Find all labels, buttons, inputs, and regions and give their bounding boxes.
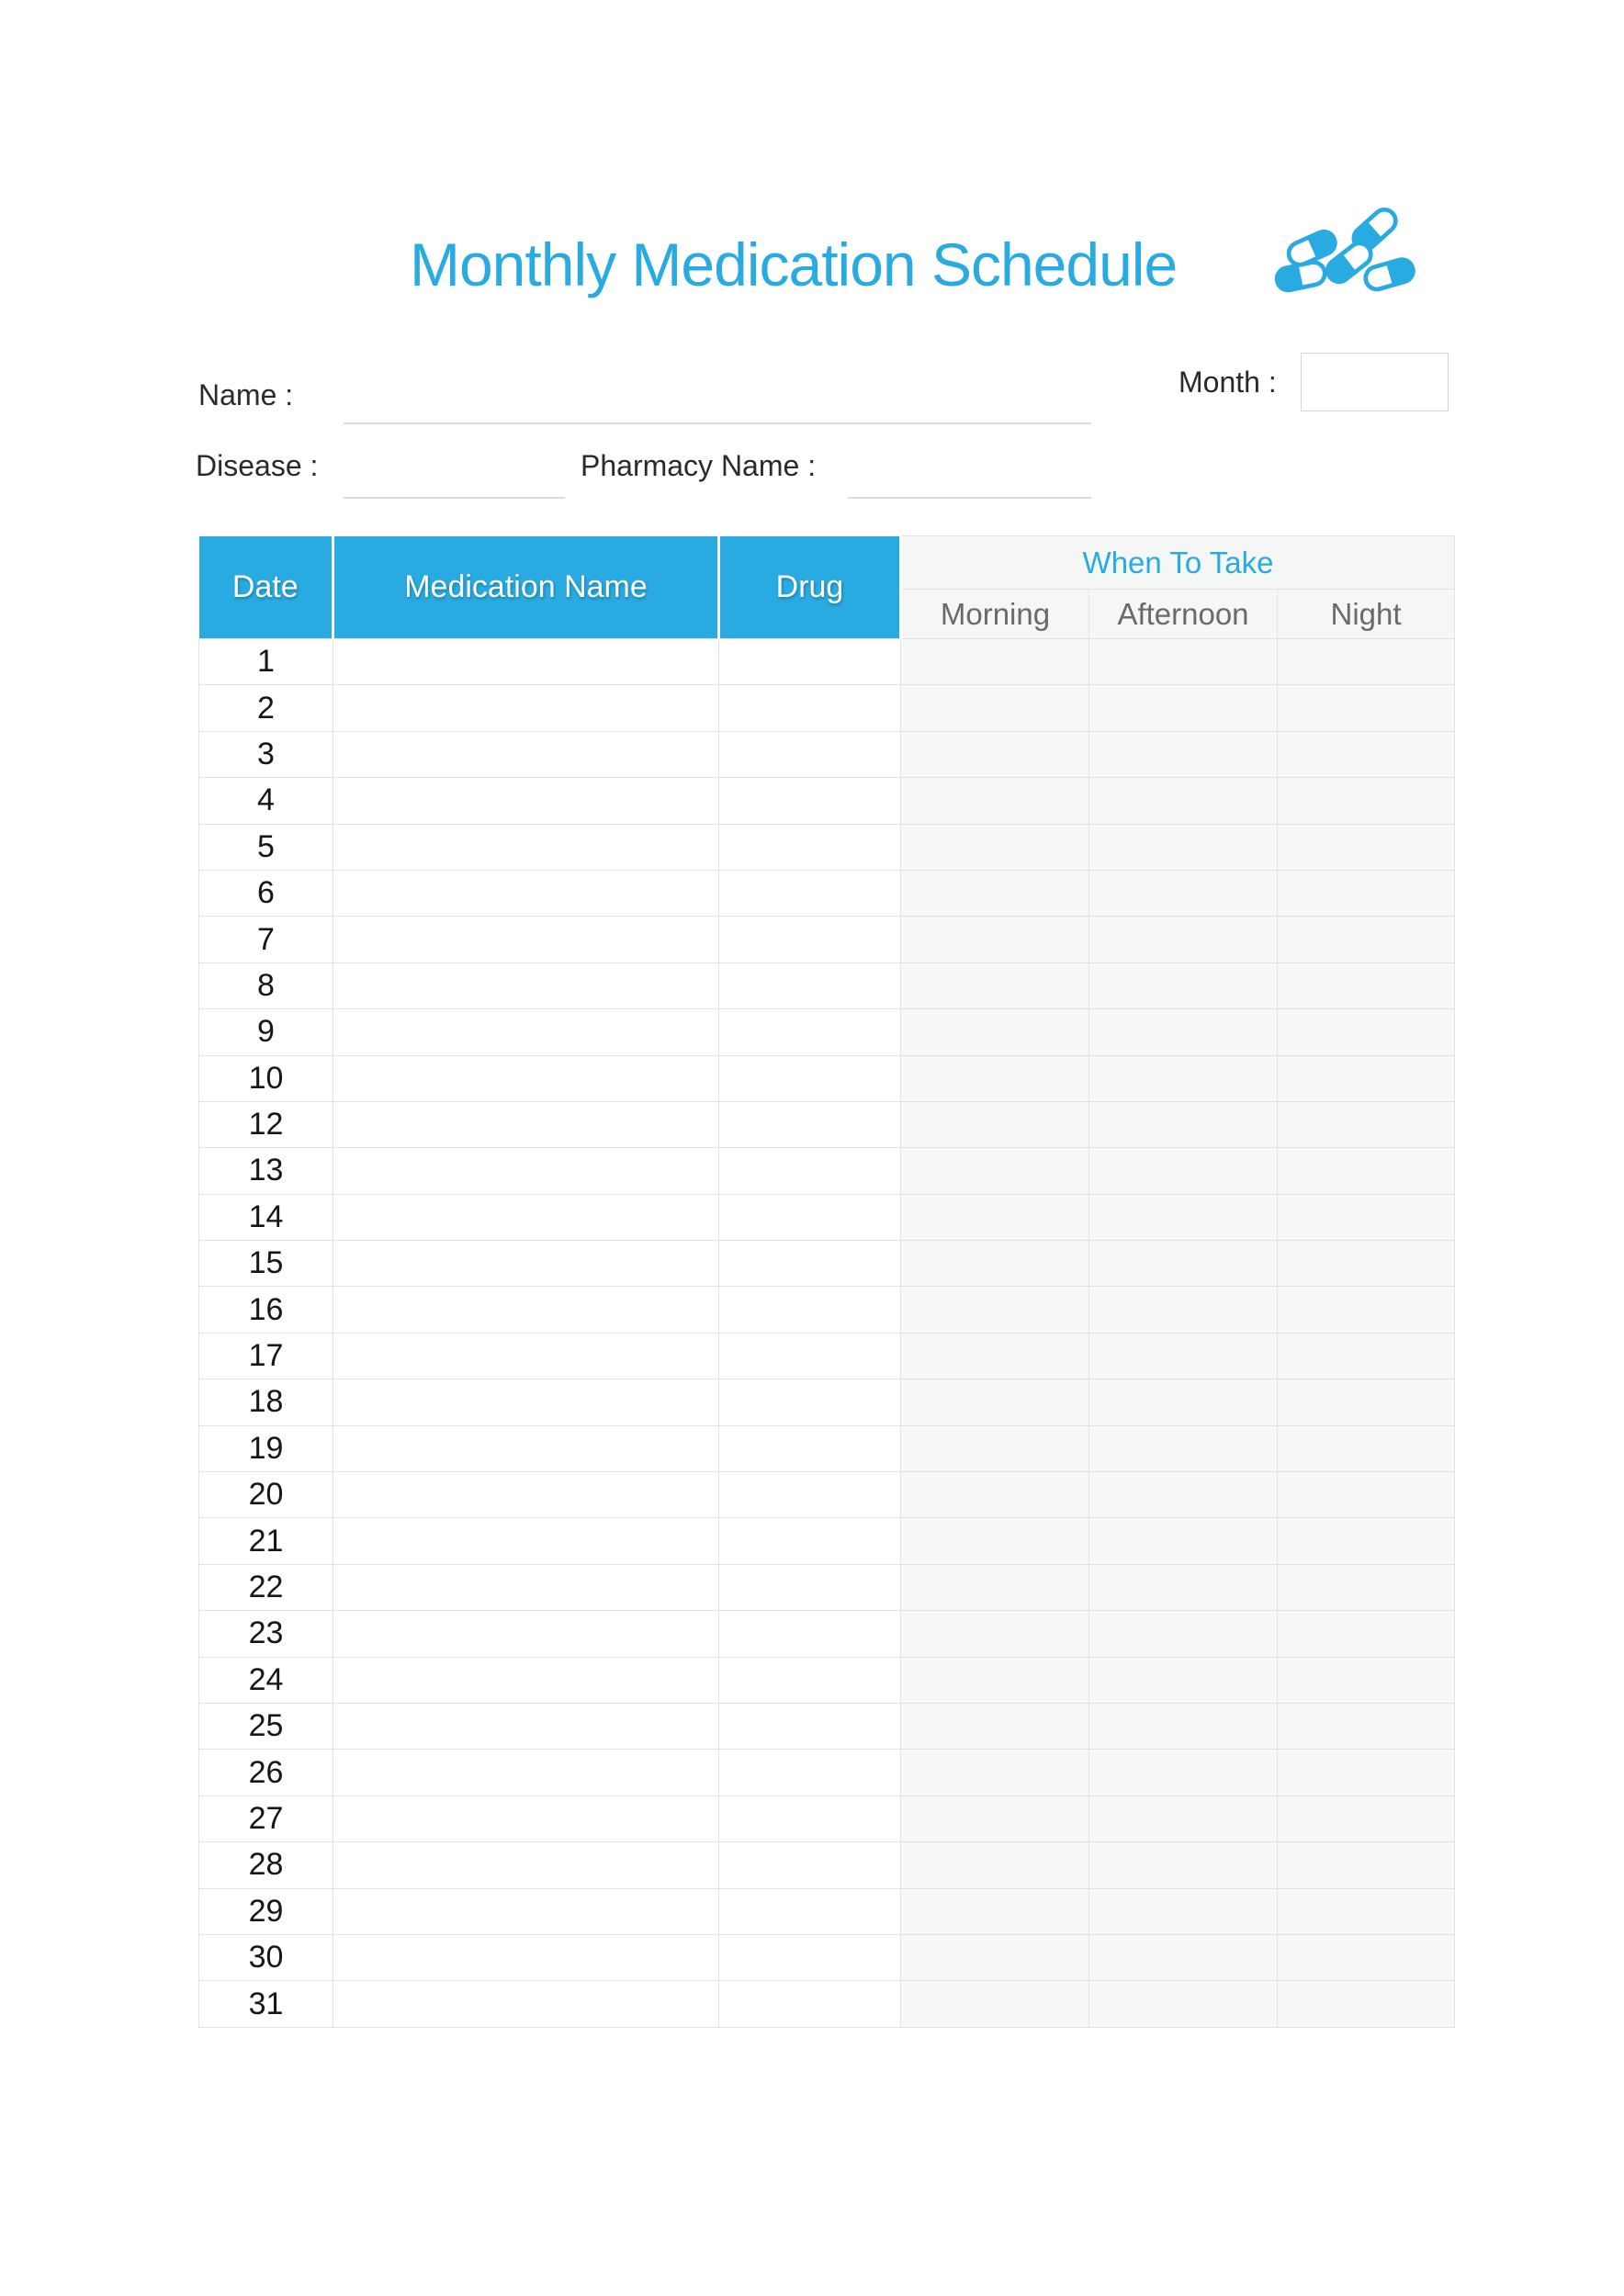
morning-cell[interactable] — [901, 639, 1089, 685]
date-cell: 19 — [199, 1425, 333, 1471]
morning-cell[interactable] — [901, 1611, 1089, 1657]
pills-icon — [1273, 191, 1420, 299]
afternoon-cell[interactable] — [1089, 1333, 1278, 1379]
table-row — [199, 1981, 1455, 2027]
morning-cell[interactable] — [901, 1750, 1089, 1795]
morning-cell[interactable] — [901, 1888, 1089, 1934]
medication-cell[interactable] — [333, 1333, 719, 1379]
night-cell[interactable] — [1278, 962, 1455, 1008]
schedule-table-body — [199, 639, 1455, 2028]
night-cell[interactable] — [1278, 1657, 1455, 1703]
date-cell: 21 — [199, 1518, 333, 1564]
drug-cell[interactable] — [719, 1657, 901, 1703]
night-cell[interactable] — [1278, 1241, 1455, 1287]
afternoon-cell[interactable] — [1089, 731, 1278, 777]
afternoon-cell[interactable] — [1089, 917, 1278, 962]
table-row — [199, 1148, 1455, 1194]
table-row — [199, 731, 1455, 777]
morning-cell[interactable] — [901, 778, 1089, 824]
date-cell: 4 — [199, 778, 333, 824]
afternoon-cell[interactable] — [1089, 1055, 1278, 1101]
drug-cell[interactable] — [719, 1009, 901, 1055]
disease-field[interactable] — [344, 462, 565, 499]
capsule-icon — [1275, 260, 1327, 292]
night-cell[interactable] — [1278, 1472, 1455, 1518]
table-row — [199, 1657, 1455, 1703]
medication-cell[interactable] — [333, 685, 719, 731]
morning-cell[interactable] — [901, 685, 1089, 731]
medication-cell[interactable] — [333, 1287, 719, 1333]
table-header — [199, 536, 1455, 639]
table-row — [199, 1703, 1455, 1749]
medication-cell[interactable] — [333, 962, 719, 1008]
night-cell[interactable] — [1278, 1287, 1455, 1333]
night-cell[interactable] — [1278, 1379, 1455, 1425]
date-cell: 25 — [199, 1703, 333, 1749]
column-header-afternoon: Afternoon — [1089, 590, 1278, 639]
afternoon-cell[interactable] — [1089, 1888, 1278, 1934]
afternoon-cell[interactable] — [1089, 1750, 1278, 1795]
drug-cell[interactable] — [719, 1750, 901, 1795]
drug-cell[interactable] — [719, 1611, 901, 1657]
afternoon-cell[interactable] — [1089, 1425, 1278, 1471]
column-header-date: Date — [199, 536, 333, 639]
drug-cell[interactable] — [719, 639, 901, 685]
medication-cell[interactable] — [333, 824, 719, 870]
drug-cell[interactable] — [719, 1518, 901, 1564]
morning-cell[interactable] — [901, 1333, 1089, 1379]
afternoon-cell[interactable] — [1089, 870, 1278, 916]
column-header-medication-name: Medication Name — [333, 536, 719, 639]
medication-cell[interactable] — [333, 1611, 719, 1657]
medication-cell[interactable] — [333, 731, 719, 777]
afternoon-cell[interactable] — [1089, 639, 1278, 685]
night-cell[interactable] — [1278, 731, 1455, 777]
name-label: Name : — [198, 378, 294, 411]
night-cell[interactable] — [1278, 1333, 1455, 1379]
table-row — [199, 639, 1455, 685]
drug-cell[interactable] — [719, 685, 901, 731]
medication-cell[interactable] — [333, 1055, 719, 1101]
medication-cell[interactable] — [333, 1379, 719, 1425]
column-header-night: Night — [1278, 590, 1455, 639]
table-row — [199, 1101, 1455, 1147]
drug-cell[interactable] — [719, 917, 901, 962]
morning-cell[interactable] — [901, 1564, 1089, 1610]
date-cell: 26 — [199, 1750, 333, 1795]
column-header-drug: Drug — [719, 536, 901, 639]
date-cell: 2 — [199, 685, 333, 731]
table-row — [199, 917, 1455, 962]
date-cell: 30 — [199, 1934, 333, 1980]
drug-cell[interactable] — [719, 1379, 901, 1425]
afternoon-cell[interactable] — [1089, 1287, 1278, 1333]
table-row — [199, 1287, 1455, 1333]
afternoon-cell[interactable] — [1089, 1564, 1278, 1610]
medication-cell[interactable] — [333, 1194, 719, 1240]
night-cell[interactable] — [1278, 1055, 1455, 1101]
medication-cell[interactable] — [333, 1564, 719, 1610]
drug-cell[interactable] — [719, 824, 901, 870]
date-cell: 6 — [199, 870, 333, 916]
morning-cell[interactable] — [901, 962, 1089, 1008]
morning-cell[interactable] — [901, 1518, 1089, 1564]
night-cell[interactable] — [1278, 1750, 1455, 1795]
morning-cell[interactable] — [901, 731, 1089, 777]
date-cell: 23 — [199, 1611, 333, 1657]
drug-cell[interactable] — [719, 731, 901, 777]
morning-cell[interactable] — [901, 1703, 1089, 1749]
morning-cell[interactable] — [901, 1055, 1089, 1101]
column-header-morning: Morning — [901, 590, 1089, 639]
drug-cell[interactable] — [719, 1981, 901, 2027]
morning-cell[interactable] — [901, 1241, 1089, 1287]
date-cell: 27 — [199, 1795, 333, 1841]
night-cell[interactable] — [1278, 1518, 1455, 1564]
night-cell[interactable] — [1278, 1842, 1455, 1888]
afternoon-cell[interactable] — [1089, 1241, 1278, 1287]
drug-cell[interactable] — [719, 1287, 901, 1333]
afternoon-cell[interactable] — [1089, 824, 1278, 870]
afternoon-cell[interactable] — [1089, 1379, 1278, 1425]
afternoon-cell[interactable] — [1089, 1009, 1278, 1055]
night-cell[interactable] — [1278, 1795, 1455, 1841]
drug-cell[interactable] — [719, 1425, 901, 1471]
night-cell[interactable] — [1278, 870, 1455, 916]
disease-label: Disease : — [196, 449, 319, 482]
night-cell[interactable] — [1278, 639, 1455, 685]
drug-cell[interactable] — [719, 1703, 901, 1749]
night-cell[interactable] — [1278, 1564, 1455, 1610]
afternoon-cell[interactable] — [1089, 1703, 1278, 1749]
pharmacy-name-field[interactable] — [848, 462, 1091, 499]
pharmacy-name-label: Pharmacy Name : — [581, 449, 817, 482]
medication-cell[interactable] — [333, 778, 719, 824]
date-cell: 8 — [199, 962, 333, 1008]
morning-cell[interactable] — [901, 1842, 1089, 1888]
afternoon-cell[interactable] — [1089, 1981, 1278, 2027]
night-cell[interactable] — [1278, 778, 1455, 824]
medication-cell[interactable] — [333, 639, 719, 685]
drug-cell[interactable] — [719, 1055, 901, 1101]
medication-cell[interactable] — [333, 1703, 719, 1749]
afternoon-cell[interactable] — [1089, 962, 1278, 1008]
morning-cell[interactable] — [901, 1472, 1089, 1518]
date-cell: 9 — [199, 1009, 333, 1055]
table-row — [199, 1795, 1455, 1841]
morning-cell[interactable] — [901, 824, 1089, 870]
morning-cell[interactable] — [901, 1795, 1089, 1841]
date-cell: 3 — [199, 731, 333, 777]
drug-cell[interactable] — [719, 1888, 901, 1934]
afternoon-cell[interactable] — [1089, 1657, 1278, 1703]
medication-cell[interactable] — [333, 1934, 719, 1980]
date-cell: 18 — [199, 1379, 333, 1425]
morning-cell[interactable] — [901, 917, 1089, 962]
medication-cell[interactable] — [333, 1795, 719, 1841]
night-cell[interactable] — [1278, 1934, 1455, 1980]
morning-cell[interactable] — [901, 1981, 1089, 2027]
drug-cell[interactable] — [719, 1472, 901, 1518]
medication-schedule-table — [198, 535, 1455, 2028]
medication-cell[interactable] — [333, 1981, 719, 2027]
page-title: Monthly Medication Schedule — [410, 231, 1178, 299]
drug-cell[interactable] — [719, 1333, 901, 1379]
table-row — [199, 1055, 1455, 1101]
morning-cell[interactable] — [901, 1425, 1089, 1471]
table-row — [199, 778, 1455, 824]
date-cell: 1 — [199, 639, 333, 685]
afternoon-cell[interactable] — [1089, 1518, 1278, 1564]
afternoon-cell[interactable] — [1089, 778, 1278, 824]
medication-cell[interactable] — [333, 1148, 719, 1194]
medication-cell[interactable] — [333, 1009, 719, 1055]
medication-cell[interactable] — [333, 870, 719, 916]
medication-cell[interactable] — [333, 1657, 719, 1703]
morning-cell[interactable] — [901, 1657, 1089, 1703]
date-cell: 29 — [199, 1888, 333, 1934]
date-cell: 20 — [199, 1472, 333, 1518]
table-row — [199, 1194, 1455, 1240]
night-cell[interactable] — [1278, 1009, 1455, 1055]
afternoon-cell[interactable] — [1089, 1611, 1278, 1657]
medication-cell[interactable] — [333, 1750, 719, 1795]
night-cell[interactable] — [1278, 1611, 1455, 1657]
afternoon-cell[interactable] — [1089, 685, 1278, 731]
medication-cell[interactable] — [333, 1241, 719, 1287]
morning-cell[interactable] — [901, 1148, 1089, 1194]
table-row — [199, 1518, 1455, 1564]
drug-cell[interactable] — [719, 870, 901, 916]
column-header-when-to-take: When To Take — [901, 536, 1455, 590]
afternoon-cell[interactable] — [1089, 1148, 1278, 1194]
afternoon-cell[interactable] — [1089, 1934, 1278, 1980]
table-row — [199, 1009, 1455, 1055]
morning-cell[interactable] — [901, 1009, 1089, 1055]
capsule-icon — [1363, 257, 1415, 292]
afternoon-cell[interactable] — [1089, 1472, 1278, 1518]
night-cell[interactable] — [1278, 1101, 1455, 1147]
night-cell[interactable] — [1278, 1148, 1455, 1194]
table-row — [199, 824, 1455, 870]
date-cell: 5 — [199, 824, 333, 870]
morning-cell[interactable] — [901, 870, 1089, 916]
table-row — [199, 1934, 1455, 1980]
medication-cell[interactable] — [333, 1425, 719, 1471]
night-cell[interactable] — [1278, 1194, 1455, 1240]
afternoon-cell[interactable] — [1089, 1795, 1278, 1841]
month-label: Month : — [1179, 366, 1277, 399]
medication-cell[interactable] — [333, 1472, 719, 1518]
afternoon-cell[interactable] — [1089, 1842, 1278, 1888]
drug-cell[interactable] — [719, 1564, 901, 1610]
table-row — [199, 1888, 1455, 1934]
drug-cell[interactable] — [719, 1934, 901, 1980]
table-row — [199, 1425, 1455, 1471]
table-row — [199, 962, 1455, 1008]
table-row — [199, 1611, 1455, 1657]
name-field[interactable] — [344, 388, 1091, 424]
date-cell: 15 — [199, 1241, 333, 1287]
drug-cell[interactable] — [719, 1842, 901, 1888]
drug-cell[interactable] — [719, 1795, 901, 1841]
morning-cell[interactable] — [901, 1101, 1089, 1147]
drug-cell[interactable] — [719, 1101, 901, 1147]
date-cell: 31 — [199, 1981, 333, 2027]
date-cell: 16 — [199, 1287, 333, 1333]
night-cell[interactable] — [1278, 1703, 1455, 1749]
table-row — [199, 1241, 1455, 1287]
table-row — [199, 685, 1455, 731]
morning-cell[interactable] — [901, 1934, 1089, 1980]
date-cell: 22 — [199, 1564, 333, 1610]
medication-cell[interactable] — [333, 1518, 719, 1564]
date-cell: 17 — [199, 1333, 333, 1379]
medication-cell[interactable] — [333, 917, 719, 962]
date-cell: 10 — [199, 1055, 333, 1101]
table-row — [199, 1750, 1455, 1795]
date-cell: 12 — [199, 1101, 333, 1147]
night-cell[interactable] — [1278, 1888, 1455, 1934]
drug-cell[interactable] — [719, 778, 901, 824]
date-cell: 13 — [199, 1148, 333, 1194]
table-row — [199, 1379, 1455, 1425]
table-row — [199, 1333, 1455, 1379]
table-row — [199, 1472, 1455, 1518]
medication-cell[interactable] — [333, 1842, 719, 1888]
afternoon-cell[interactable] — [1089, 1194, 1278, 1240]
date-cell: 14 — [199, 1194, 333, 1240]
afternoon-cell[interactable] — [1089, 1101, 1278, 1147]
night-cell[interactable] — [1278, 685, 1455, 731]
table-row — [199, 1564, 1455, 1610]
night-cell[interactable] — [1278, 1981, 1455, 2027]
morning-cell[interactable] — [901, 1287, 1089, 1333]
month-field[interactable] — [1301, 353, 1449, 411]
morning-cell[interactable] — [901, 1194, 1089, 1240]
morning-cell[interactable] — [901, 1379, 1089, 1425]
night-cell[interactable] — [1278, 824, 1455, 870]
date-cell: 24 — [199, 1657, 333, 1703]
night-cell[interactable] — [1278, 917, 1455, 962]
night-cell[interactable] — [1278, 1425, 1455, 1471]
medication-cell[interactable] — [333, 1888, 719, 1934]
table-row — [199, 1842, 1455, 1888]
date-cell: 7 — [199, 917, 333, 962]
drug-cell[interactable] — [719, 1148, 901, 1194]
table-row — [199, 870, 1455, 916]
drug-cell[interactable] — [719, 962, 901, 1008]
drug-cell[interactable] — [719, 1241, 901, 1287]
drug-cell[interactable] — [719, 1194, 901, 1240]
medication-cell[interactable] — [333, 1101, 719, 1147]
date-cell: 28 — [199, 1842, 333, 1888]
